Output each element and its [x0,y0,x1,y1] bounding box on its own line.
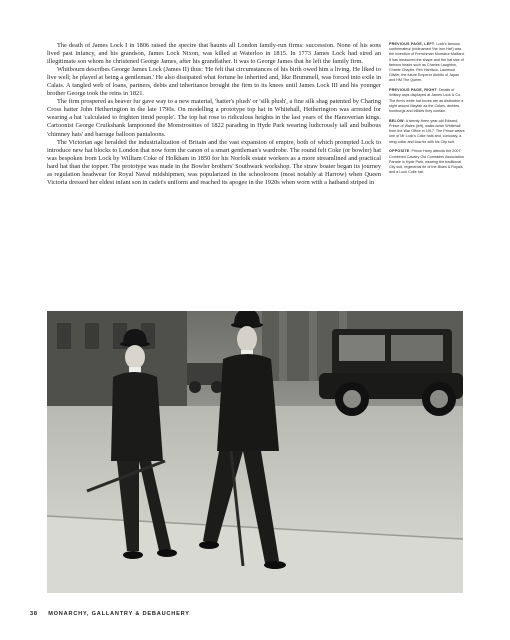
body-paragraph: The Victorian age heralded the industrialization of Britain and the vast expansion of empire, both of which prompted Lock to introduce new hat blocks to London that now form the canon of a smart gentleman's wardrobe. The round felt Coke (or bowler) hat was bespoken from Lock by William Coke of Holkham in 1850 for his Norfolk estate workers as a more streamlined and practical hard hat than the topper. The prototype was made in the Bowler brothers' Southwark workshop. The straw boater began its journey as regulation headwear for Royal Naval midshipmen, was popularized in the schoolroom (most notably at Harrow) when Queen Victoria dressed her eldest infant son in cadet's uniform and reached its apogee in the 1920s when worn with a hatband striped in [47,138,381,186]
body-paragraph: The death of James Lock I in 1806 raised the spectre that haunts all London family-run firms: succession. None of his sons lived past infancy, and his grandson, James Lock Nixon, was killed at Waterloo in 1815. In 1773 James Lock had sired an illegitimate son whom he christened George James, after his grandfather. It was to George James that he left the family firm. [47,42,381,66]
page-footer [30,611,190,617]
caption-text: Prince Harry attends the 2007 Combined Cavalry Old Comrades Association Parade in Hyde Park, wearing the traditional City suit, regimental tie of the Blues & Royals and a Lock Coke hat. [389,149,464,175]
caption-below: BELOW: A twenty-three-year-old Edward, Prince of Wales (left), walks down Whitehall from the War Office in 1917. The Prince wears one of Mr Lock's Coke hats and, curiously, a wing collar and bow tie with his City suit. [389,118,465,144]
caption-previous-right: PREVIOUS PAGE, RIGHT: Details of military caps displayed at James Lock & Co. The firm's white hat boxes are as distinctive a sight around Mayfair as the Cokes, derbies, homburgs and trilbies they contain. [389,88,464,114]
building-window [57,323,71,349]
caption-text: A twenty-three-year-old Edward, Prince of Wales (left), walks down Whitehall from the War Office in 1917. The Prince wears one of Mr Lock's Coke hats and, curiously, a wing collar and bow tie with his City suit. [389,118,465,144]
caption-opposite: OPPOSITE: Prince Harry attends the 2007 Combined Cavalry Old Comrades Association Parade in Hyde Park, wearing the traditional City suit, regimental tie of the Blues & Royals and a Lock Coke hat. [389,149,464,175]
historical-photograph [47,311,463,593]
caption-label: PREVIOUS PAGE, RIGHT [389,88,437,93]
caption-label: BELOW [389,118,404,123]
caption-text: Lock's famous conformateur (nicknamed 'the Iron Hat') was the invention of Frenchman Monsieur Maillard. It has measured the shape and the hat size of famous heads such as Charles Laughton, Charlie Chaplin, Rex Harrison, Laurence Olivier, the future Emperor Akihito of Japan and HM The Queen. [389,42,465,83]
running-title: MONARCHY, GALLANTRY & DEBAUCHERY [48,611,190,617]
body-paragraph: Whitbourn describes George James Lock (James II) thus: 'He felt that circumstances of his birth owed him a living. He liked to live well; he played at being a gentleman.' He also dissipated what fortune he inherited and, like Brummell, was forced into exile in Calais. A tangled web of loans, partners, debts and inheritance brought the firm to its knees until James Lock III and his younger brother George took the reins in 1821. [47,66,381,98]
caption-previous-left: PREVIOUS PAGE, LEFT: Lock's famous conformateur (nicknamed 'the Iron Hat') was the invention of Frenchman Monsieur Maillard. It has measured the shape and the hat size of famous heads such as Charles Laughton, Charlie Chaplin, Rex Harrison, Laurence Olivier, the future Emperor Akihito of Japan and HM The Queen. [389,42,465,83]
body-text-column [47,42,381,187]
caption-text: Details of military caps displayed at James Lock & Co. The firm's white hat boxes are as distinctive a sight around Mayfair as the Cokes, derbies, homburgs and trilbies they contain. [389,88,464,114]
building-window [85,323,99,349]
building-pillar [309,311,317,381]
caption-label: OPPOSITE [389,149,410,154]
body-paragraph: The firm prospered as beaver fur gave way to a new material, 'hatter's plush' or 'silk plush', a fine silk shag patented by Charing Cross hatter John Hetherington in the late 1790s. On modelling a prototype top hat in Whitehall, Hetherington was arrested for wearing a hat 'calculated to frighten timid people'. The top hat rose to ridiculous heights in the last years of the Hanoverian kings. Cartoonist George Cruikshank lampooned the Monstrosities of 1822 parading in Hyde Park wearing ludicrously tall and bulbous 'chimney hats' and barrage balloon pantaloons. [47,98,381,138]
building-pillar [279,311,287,381]
caption-column [389,42,465,180]
caption-label: PREVIOUS PAGE, LEFT [389,42,435,46]
page-number: 38 [30,611,38,617]
